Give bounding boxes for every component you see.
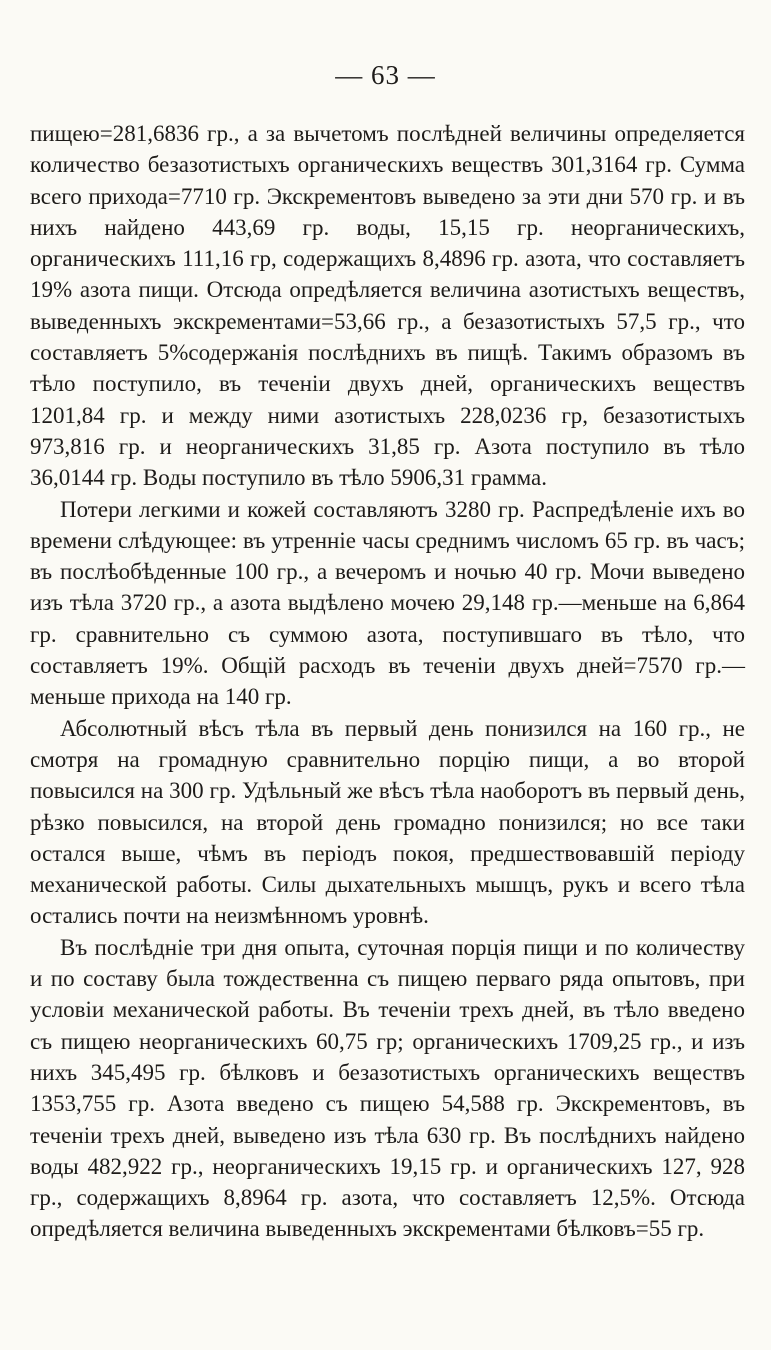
body-text xyxy=(30,118,745,1245)
paragraph-2: Потери легкими и кожей составляютъ 3280 гр. Распредѣленіе ихъ во времени слѣдующее: въ утренніе часы среднимъ числомъ 65 гр. въ часъ; въ послѣобѣденные 100 гр., а вечеромъ и ночью 40 гр. Мочи выведено изъ тѣла 3720 гр., а азота выдѣлено мочею 29,148 гр.—меньше на 6,864 гр. сравнительно съ суммою азота, поступившаго въ тѣло, что составляетъ 19%. Общій расходъ въ теченіи двухъ дней=7570 гр.—меньше прихода на 140 гр. xyxy=(30,496,745,710)
paragraph-3: Абсолютный вѣсъ тѣла въ первый день понизился на 160 гр., не смотря на громадную сравнительно порцію пищи, а во второй повысился на 300 гр. Удѣльный же вѣсъ тѣла наоборотъ въ первый день, рѣзко повысился, на второй день громадно понизился; но все таки остался выше, чѣмъ въ періодъ покоя, предшествовавшій періоду механической работы. Силы дыхательныхъ мышцъ, рукъ и всего тѣла остались почти на неизмѣнномъ уровнѣ. xyxy=(30,715,745,929)
paragraph-4: Въ послѣдніе три дня опыта, суточная порція пищи и по количеству и по составу была тождественна съ пищею перваго ряда опытовъ, при условіи механической работы. Въ теченіи трехъ дней, въ тѣло введено съ пищею неорганическихъ 60,75 гр; органическихъ 1709,25 гр., и изъ нихъ 345,495 гр. бѣлковъ и безазотистыхъ органическихъ веществъ 1353,755 гр. Азота введено съ пищею 54,588 гр. Экскрементовъ, въ теченіи трехъ дней, выведено изъ тѣла 630 гр. Въ послѣднихъ найдено воды 482,922 гр., неорганическихъ 19,15 гр. и органическихъ 127, 928 гр., содержащихъ 8,8964 гр. азота, что составляетъ 12,5%. Отсюда опредѣляется величина выведенныхъ экскрементами бѣлковъ=55 гр. xyxy=(30,934,745,1242)
page-number: — 63 — xyxy=(335,60,436,90)
paragraph-1: пищею=281,6836 гр., а за вычетомъ послѣдней величины определяется количество безазотистыхъ органическихъ веществъ 301,3164 гр. Сумма всего прихода=7710 гр. Экскрементовъ выведено за эти дни 570 гр. и въ нихъ найдено 443,69 гр. воды, 15,15 гр. неорганическихъ, органическихъ 111,16 гр, содержащихъ 8,4896 гр. азота, что составляетъ 19% азота пищи. Отсюда опредѣляется величина азотистыхъ веществъ, выведенныхъ экскрементами=53,66 гр., а безазотистыхъ 57,5 гр., что составляетъ 5%содержанія послѣднихъ въ пищѣ. Такимъ образомъ въ тѣло поступило, въ теченіи двухъ дней, органическихъ веществъ 1201,84 гр. и между ними азотистыхъ 228,0236 гр, безазотистыхъ 973,816 гр. и неорганическихъ 31,85 гр. Азота поступило въ тѣло 36,0144 гр. Воды поступило въ тѣло 5906,31 грамма. xyxy=(30,121,745,491)
